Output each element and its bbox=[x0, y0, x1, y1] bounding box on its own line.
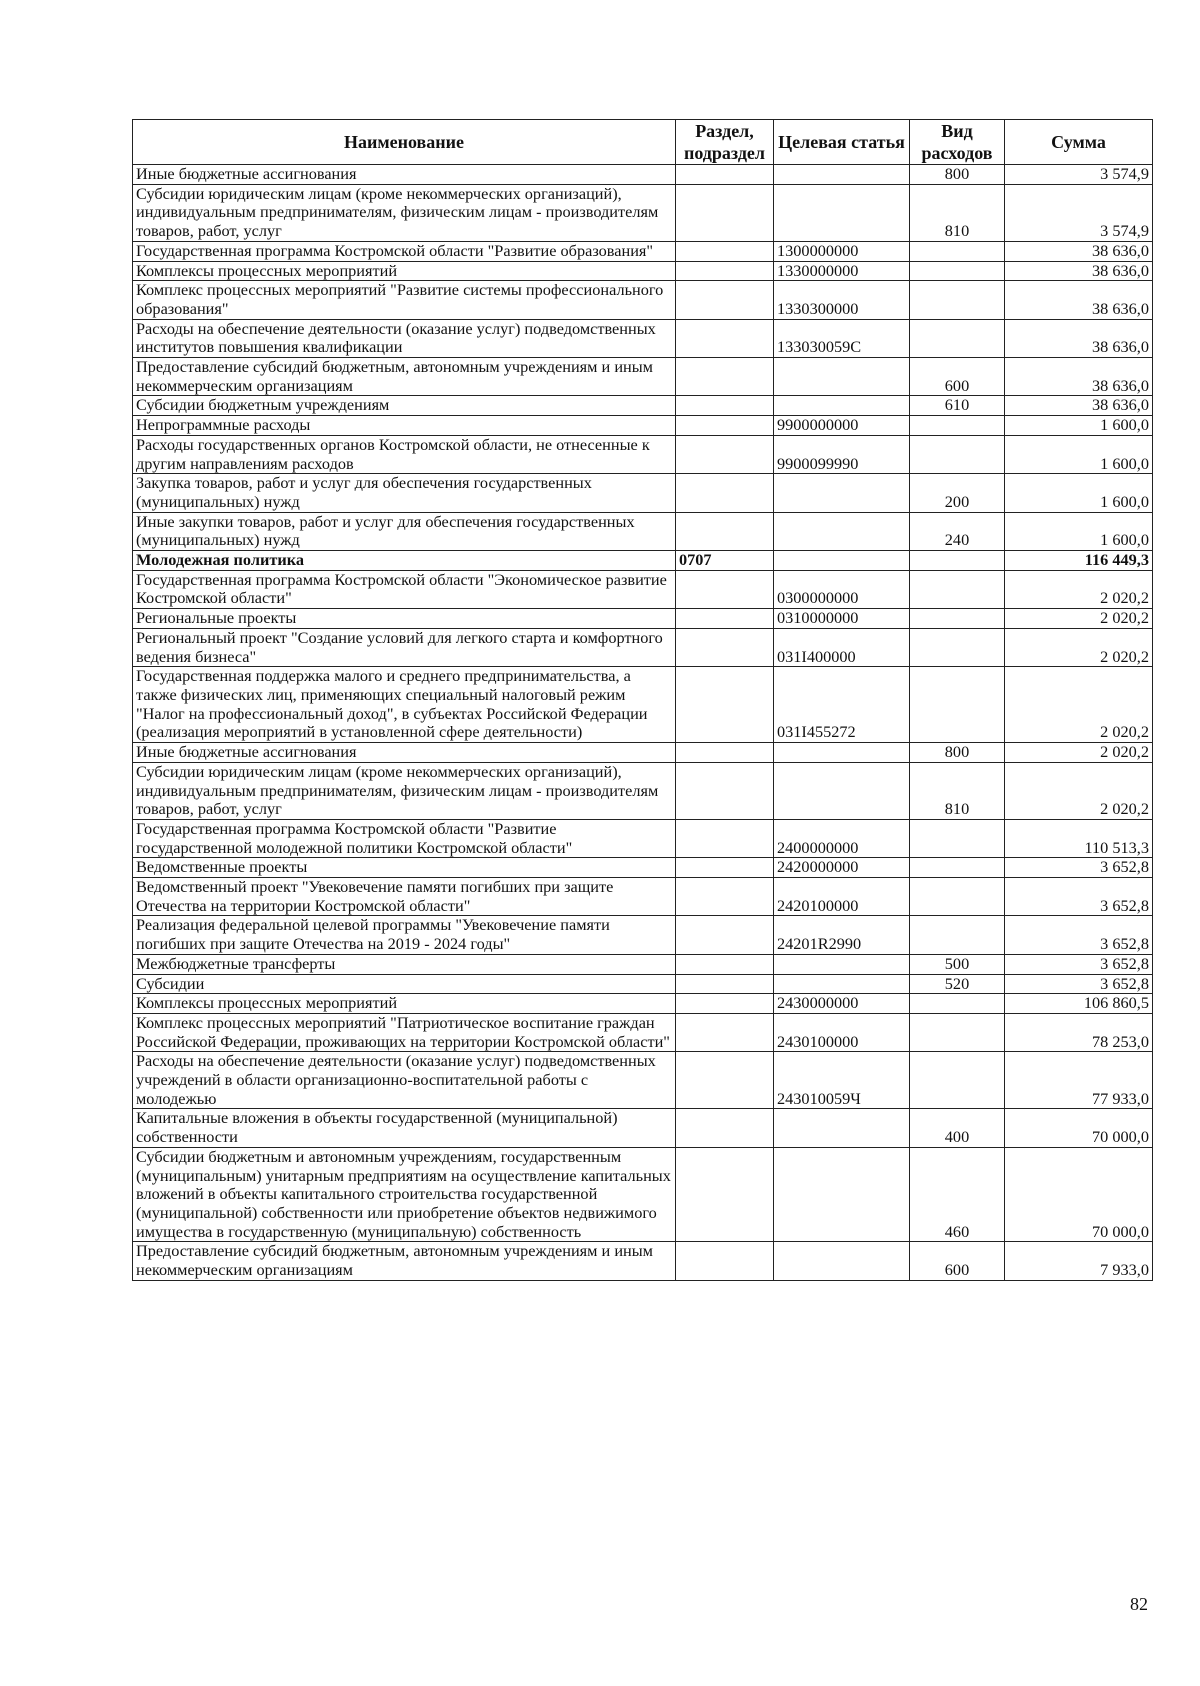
cell-target: 2430000000 bbox=[774, 994, 910, 1014]
cell-kind bbox=[910, 1013, 1005, 1051]
cell-kind: 240 bbox=[910, 512, 1005, 550]
cell-target bbox=[774, 512, 910, 550]
cell-section bbox=[676, 1052, 774, 1109]
cell-section bbox=[676, 474, 774, 512]
cell-name: Субсидии бюджетным и автономным учреждениям, государственным (муниципальным) унитарным предприятиям на осуществление капитальных вложений в объекты капитального строительства государственной (муниципальной) собственности или приобретение объектов недвижимого имущества в государственную (муниципальную) собственность bbox=[133, 1147, 676, 1242]
cell-sum: 38 636,0 bbox=[1005, 281, 1153, 319]
cell-section bbox=[676, 667, 774, 743]
cell-kind bbox=[910, 858, 1005, 878]
table-row bbox=[133, 762, 1153, 819]
table-row bbox=[133, 974, 1153, 994]
cell-sum: 1 600,0 bbox=[1005, 435, 1153, 473]
cell-name: Закупка товаров, работ и услуг для обеспечения государственных (муниципальных) нужд bbox=[133, 474, 676, 512]
cell-section bbox=[676, 281, 774, 319]
cell-kind: 400 bbox=[910, 1109, 1005, 1147]
table-row bbox=[133, 1109, 1153, 1147]
cell-section bbox=[676, 358, 774, 396]
table-row bbox=[133, 628, 1153, 666]
cell-section bbox=[676, 1147, 774, 1242]
cell-sum: 3 652,8 bbox=[1005, 916, 1153, 954]
cell-name: Предоставление субсидий бюджетным, автономным учреждениям и иным некоммерческим организациям bbox=[133, 1242, 676, 1280]
cell-sum: 38 636,0 bbox=[1005, 358, 1153, 396]
cell-sum: 7 933,0 bbox=[1005, 1242, 1153, 1280]
cell-target bbox=[774, 184, 910, 241]
cell-target: 2430100000 bbox=[774, 1013, 910, 1051]
cell-name: Государственная программа Костромской области "Экономическое развитие Костромской области" bbox=[133, 570, 676, 608]
cell-sum: 78 253,0 bbox=[1005, 1013, 1153, 1051]
cell-target: 2400000000 bbox=[774, 819, 910, 857]
cell-section bbox=[676, 416, 774, 436]
header-kind: Вид расходов bbox=[910, 120, 1005, 165]
cell-target: 031I455272 bbox=[774, 667, 910, 743]
cell-section bbox=[676, 261, 774, 281]
table-row bbox=[133, 184, 1153, 241]
cell-sum: 38 636,0 bbox=[1005, 319, 1153, 357]
cell-name: Капитальные вложения в объекты государственной (муниципальной) собственности bbox=[133, 1109, 676, 1147]
cell-kind bbox=[910, 319, 1005, 357]
cell-sum: 2 020,2 bbox=[1005, 743, 1153, 763]
cell-name: Государственная программа Костромской области "Развитие государственной молодежной политики Костромской области" bbox=[133, 819, 676, 857]
cell-target bbox=[774, 762, 910, 819]
cell-section bbox=[676, 994, 774, 1014]
cell-sum: 2 020,2 bbox=[1005, 667, 1153, 743]
cell-kind: 600 bbox=[910, 1242, 1005, 1280]
table-row bbox=[133, 241, 1153, 261]
table-row bbox=[133, 474, 1153, 512]
cell-sum: 3 652,8 bbox=[1005, 954, 1153, 974]
cell-sum: 2 020,2 bbox=[1005, 609, 1153, 629]
table-row bbox=[133, 319, 1153, 357]
cell-section bbox=[676, 165, 774, 185]
cell-name: Ведомственные проекты bbox=[133, 858, 676, 878]
table-row bbox=[133, 1147, 1153, 1242]
cell-target: 9900000000 bbox=[774, 416, 910, 436]
cell-kind: 810 bbox=[910, 184, 1005, 241]
cell-kind: 800 bbox=[910, 165, 1005, 185]
cell-section bbox=[676, 628, 774, 666]
cell-sum: 3 574,9 bbox=[1005, 165, 1153, 185]
cell-section bbox=[676, 916, 774, 954]
cell-name: Молодежная политика bbox=[133, 551, 676, 571]
cell-section bbox=[676, 609, 774, 629]
cell-name: Ведомственный проект "Увековечение памяти погибших при защите Отечества на территории Костромской области" bbox=[133, 878, 676, 916]
table-row bbox=[133, 878, 1153, 916]
cell-section bbox=[676, 858, 774, 878]
cell-sum: 38 636,0 bbox=[1005, 261, 1153, 281]
cell-target bbox=[774, 1147, 910, 1242]
cell-section bbox=[676, 1242, 774, 1280]
cell-kind bbox=[910, 570, 1005, 608]
cell-name: Расходы на обеспечение деятельности (оказание услуг) подведомственных институтов повышения квалификации bbox=[133, 319, 676, 357]
cell-section bbox=[676, 184, 774, 241]
table-row bbox=[133, 1242, 1153, 1280]
cell-name: Предоставление субсидий бюджетным, автономным учреждениям и иным некоммерческим организациям bbox=[133, 358, 676, 396]
cell-target bbox=[774, 974, 910, 994]
cell-name: Иные бюджетные ассигнования bbox=[133, 743, 676, 763]
cell-name: Непрограммные расходы bbox=[133, 416, 676, 436]
table-body bbox=[133, 165, 1153, 1281]
cell-sum: 70 000,0 bbox=[1005, 1109, 1153, 1147]
cell-target bbox=[774, 1109, 910, 1147]
header-name: Наименование bbox=[133, 120, 676, 165]
cell-name: Региональный проект "Создание условий для легкого старта и комфортного ведения бизнеса" bbox=[133, 628, 676, 666]
cell-kind bbox=[910, 261, 1005, 281]
cell-kind: 520 bbox=[910, 974, 1005, 994]
cell-section bbox=[676, 570, 774, 608]
cell-kind bbox=[910, 281, 1005, 319]
cell-name: Комплексы процессных мероприятий bbox=[133, 994, 676, 1014]
cell-name: Субсидии юридическим лицам (кроме некоммерческих организаций), индивидуальным предпринимателям, физическим лицам - производителям товаров, работ, услуг bbox=[133, 184, 676, 241]
cell-kind bbox=[910, 241, 1005, 261]
table-row bbox=[133, 916, 1153, 954]
cell-target: 2420000000 bbox=[774, 858, 910, 878]
cell-name: Государственная поддержка малого и среднего предпринимательства, а также физических лиц, применяющих специальный налоговый режим "Налог на профессиональный доход", в субъектах Российской Федерации (реализация мероприятий в установленной сфере деятельности) bbox=[133, 667, 676, 743]
page-number: 82 bbox=[1130, 1594, 1148, 1614]
cell-target: 133030059С bbox=[774, 319, 910, 357]
cell-kind bbox=[910, 609, 1005, 629]
table-row bbox=[133, 609, 1153, 629]
cell-sum: 3 652,8 bbox=[1005, 974, 1153, 994]
table-row bbox=[133, 358, 1153, 396]
header-sum: Сумма bbox=[1005, 120, 1153, 165]
cell-sum: 38 636,0 bbox=[1005, 396, 1153, 416]
cell-sum: 3 652,8 bbox=[1005, 878, 1153, 916]
cell-section bbox=[676, 319, 774, 357]
cell-kind bbox=[910, 994, 1005, 1014]
cell-name: Субсидии юридическим лицам (кроме некоммерческих организаций), индивидуальным предпринимателям, физическим лицам - производителям товаров, работ, услуг bbox=[133, 762, 676, 819]
table-row bbox=[133, 512, 1153, 550]
cell-name: Реализация федеральной целевой программы "Увековечение памяти погибших при защите Отечества на 2019 - 2024 годы" bbox=[133, 916, 676, 954]
cell-kind bbox=[910, 416, 1005, 436]
table-row bbox=[133, 551, 1153, 571]
cell-name: Расходы государственных органов Костромской области, не отнесенные к другим направлениям расходов bbox=[133, 435, 676, 473]
table-row bbox=[133, 1013, 1153, 1051]
cell-target: 2420100000 bbox=[774, 878, 910, 916]
cell-name: Государственная программа Костромской области "Развитие образования" bbox=[133, 241, 676, 261]
cell-section bbox=[676, 954, 774, 974]
cell-sum: 70 000,0 bbox=[1005, 1147, 1153, 1242]
table-row bbox=[133, 667, 1153, 743]
cell-name: Комплексы процессных мероприятий bbox=[133, 261, 676, 281]
cell-sum: 77 933,0 bbox=[1005, 1052, 1153, 1109]
cell-sum: 116 449,3 bbox=[1005, 551, 1153, 571]
cell-kind: 610 bbox=[910, 396, 1005, 416]
cell-target: 031I400000 bbox=[774, 628, 910, 666]
cell-kind: 810 bbox=[910, 762, 1005, 819]
header-section: Раздел, подраздел bbox=[676, 120, 774, 165]
cell-section bbox=[676, 1109, 774, 1147]
cell-sum: 1 600,0 bbox=[1005, 474, 1153, 512]
table-row bbox=[133, 396, 1153, 416]
cell-section bbox=[676, 762, 774, 819]
cell-target bbox=[774, 474, 910, 512]
cell-sum: 38 636,0 bbox=[1005, 241, 1153, 261]
table-row bbox=[133, 416, 1153, 436]
budget-table bbox=[132, 119, 1153, 1281]
cell-kind: 600 bbox=[910, 358, 1005, 396]
cell-target: 1330300000 bbox=[774, 281, 910, 319]
cell-section: 0707 bbox=[676, 551, 774, 571]
cell-kind: 200 bbox=[910, 474, 1005, 512]
cell-name: Иные бюджетные ассигнования bbox=[133, 165, 676, 185]
cell-section bbox=[676, 512, 774, 550]
cell-name: Иные закупки товаров, работ и услуг для обеспечения государственных (муниципальных) нужд bbox=[133, 512, 676, 550]
cell-target: 243010059Ч bbox=[774, 1052, 910, 1109]
cell-sum: 3 574,9 bbox=[1005, 184, 1153, 241]
cell-sum: 106 860,5 bbox=[1005, 994, 1153, 1014]
table-header-row bbox=[133, 120, 1153, 165]
cell-section bbox=[676, 1013, 774, 1051]
cell-sum: 2 020,2 bbox=[1005, 628, 1153, 666]
header-target: Целевая статья bbox=[774, 120, 910, 165]
cell-name: Субсидии bbox=[133, 974, 676, 994]
cell-target: 1300000000 bbox=[774, 241, 910, 261]
cell-target: 24201R2990 bbox=[774, 916, 910, 954]
cell-kind bbox=[910, 916, 1005, 954]
cell-name: Расходы на обеспечение деятельности (оказание услуг) подведомственных учреждений в области организационно-воспитательной работы с молодежью bbox=[133, 1052, 676, 1109]
cell-target bbox=[774, 954, 910, 974]
cell-section bbox=[676, 878, 774, 916]
cell-kind bbox=[910, 435, 1005, 473]
cell-sum: 2 020,2 bbox=[1005, 570, 1153, 608]
cell-target bbox=[774, 551, 910, 571]
cell-kind bbox=[910, 1052, 1005, 1109]
cell-kind: 460 bbox=[910, 1147, 1005, 1242]
cell-section bbox=[676, 396, 774, 416]
cell-kind: 500 bbox=[910, 954, 1005, 974]
cell-target bbox=[774, 396, 910, 416]
cell-kind bbox=[910, 628, 1005, 666]
table-row bbox=[133, 819, 1153, 857]
cell-kind bbox=[910, 819, 1005, 857]
cell-section bbox=[676, 819, 774, 857]
cell-section bbox=[676, 974, 774, 994]
cell-target bbox=[774, 358, 910, 396]
table-row bbox=[133, 165, 1153, 185]
cell-target bbox=[774, 165, 910, 185]
cell-kind bbox=[910, 878, 1005, 916]
cell-target: 9900099990 bbox=[774, 435, 910, 473]
cell-target: 1330000000 bbox=[774, 261, 910, 281]
cell-sum: 3 652,8 bbox=[1005, 858, 1153, 878]
cell-name: Комплекс процессных мероприятий "Развитие системы профессионального образования" bbox=[133, 281, 676, 319]
cell-sum: 1 600,0 bbox=[1005, 512, 1153, 550]
cell-section bbox=[676, 435, 774, 473]
table-row bbox=[133, 570, 1153, 608]
cell-target: 0310000000 bbox=[774, 609, 910, 629]
cell-sum: 2 020,2 bbox=[1005, 762, 1153, 819]
cell-name: Региональные проекты bbox=[133, 609, 676, 629]
table-row bbox=[133, 281, 1153, 319]
cell-kind bbox=[910, 551, 1005, 571]
cell-name: Субсидии бюджетным учреждениям bbox=[133, 396, 676, 416]
table-row bbox=[133, 1052, 1153, 1109]
cell-target bbox=[774, 1242, 910, 1280]
table-row bbox=[133, 954, 1153, 974]
table-row bbox=[133, 261, 1153, 281]
cell-kind: 800 bbox=[910, 743, 1005, 763]
cell-kind bbox=[910, 667, 1005, 743]
cell-sum: 110 513,3 bbox=[1005, 819, 1153, 857]
cell-sum: 1 600,0 bbox=[1005, 416, 1153, 436]
table-row bbox=[133, 435, 1153, 473]
cell-target bbox=[774, 743, 910, 763]
cell-name: Комплекс процессных мероприятий "Патриотическое воспитание граждан Российской Федерации, проживающих на территории Костромской области" bbox=[133, 1013, 676, 1051]
cell-target: 0300000000 bbox=[774, 570, 910, 608]
table-row bbox=[133, 743, 1153, 763]
table-row bbox=[133, 994, 1153, 1014]
table-row bbox=[133, 858, 1153, 878]
cell-section bbox=[676, 241, 774, 261]
cell-section bbox=[676, 743, 774, 763]
cell-name: Межбюджетные трансферты bbox=[133, 954, 676, 974]
